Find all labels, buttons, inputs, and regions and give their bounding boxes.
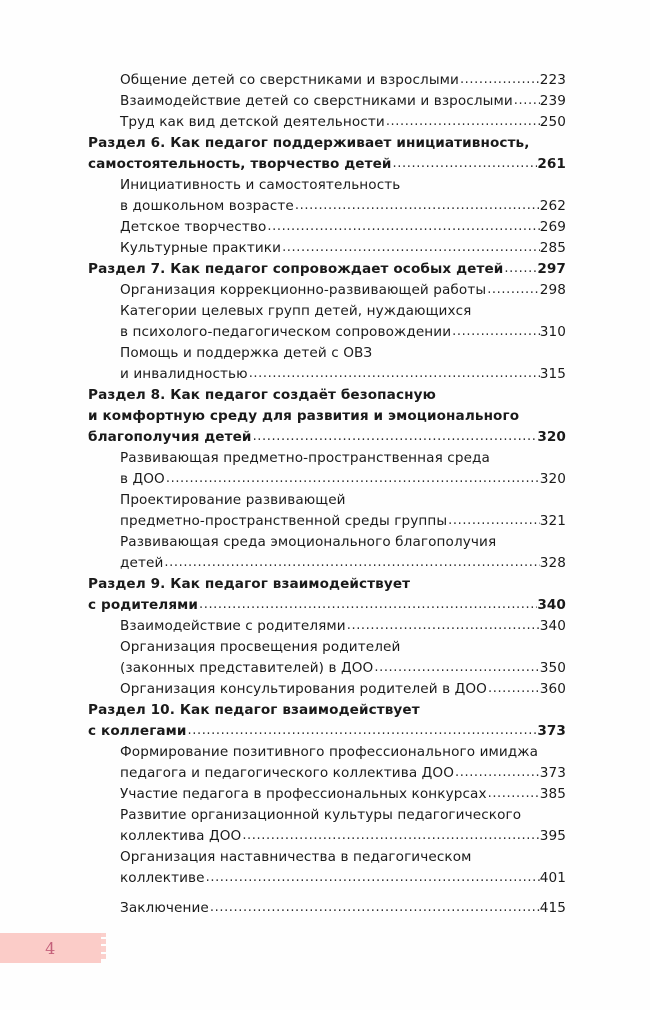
toc-entry-label: Категории целевых групп детей, нуждающихся [120,303,472,319]
toc-entry-page-number: 239 [539,93,566,109]
toc-entry[interactable] [120,91,566,112]
toc-entry[interactable] [120,805,566,826]
dot-leader [164,552,539,573]
toc-entry-label: Развивающая предметно-пространственная среда [120,450,490,466]
toc-entry-label: Раздел 8. Как педагог создаёт безопасную [88,387,436,403]
dot-leader [188,720,538,741]
toc-section-heading[interactable] [88,154,566,175]
toc-entry[interactable] [120,448,566,469]
toc-section-heading[interactable] [88,700,566,721]
toc-entry-label: Раздел 6. Как педагог поддерживает инициативность, [88,135,530,151]
dot-leader [249,363,540,384]
toc-entry[interactable] [120,784,566,805]
dot-leader [460,69,540,90]
toc-section-heading[interactable] [88,133,566,154]
dot-leader [295,195,540,216]
toc-entry-label: Раздел 7. Как педагог сопровождает особых детей [88,261,504,277]
dot-leader [166,468,540,489]
toc-entry-label: Помощь и поддержка детей с ОВЗ [120,345,373,361]
toc-entry[interactable] [120,763,566,784]
toc-entry[interactable] [120,175,566,196]
dot-leader [488,783,540,804]
dot-leader [455,762,540,783]
toc-entry[interactable] [120,343,566,364]
toc-entry-label: Детское творчество [120,219,267,235]
toc-section-heading[interactable] [88,574,566,595]
toc-entry-page-number: 320 [537,429,566,445]
toc-entry-label: (законных представителей) в ДОО [120,660,374,676]
toc-entry-label: коллектива ДОО [120,828,242,844]
toc-entry-label: в ДОО [120,471,165,487]
dot-leader [267,216,539,237]
toc-entry-label: Организация просвещения родителей [120,639,401,655]
toc-entry[interactable] [120,469,566,490]
dot-leader [487,279,540,300]
dot-leader [199,594,537,615]
toc-entry-label: детей [120,555,164,571]
toc-entry-label: Взаимодействие с родителями [120,618,346,634]
toc-entry[interactable] [120,847,566,868]
toc-entry[interactable] [120,70,566,91]
toc-entry-label: Культурные практики [120,240,282,256]
toc-entry[interactable] [120,679,566,700]
dot-leader [347,615,540,636]
toc-entry-label: Организация наставничества в педагогическом [120,849,472,865]
toc-entry-page-number: 340 [539,618,566,634]
toc-entry-page-number: 315 [539,366,566,382]
toc-section-heading[interactable] [88,595,566,616]
table-of-contents [88,70,566,919]
toc-entry-page-number: 360 [539,681,566,697]
dot-leader [504,258,537,279]
toc-entry-label: в психолого-педагогическом сопровождении [120,324,452,340]
toc-entry[interactable] [120,532,566,553]
toc-entry-page-number: 401 [539,870,566,886]
dot-leader [206,867,540,888]
toc-entry[interactable] [120,196,566,217]
toc-entry[interactable] [120,742,566,763]
toc-entry[interactable] [120,511,566,532]
toc-entry[interactable] [120,898,566,919]
toc-entry-page-number: 269 [539,219,566,235]
toc-entry-label: Раздел 9. Как педагог взаимодействует [88,576,411,592]
toc-entry-page-number: 415 [539,900,566,916]
toc-entry-label: педагога и педагогического коллектива ДОО [120,765,454,781]
toc-entry[interactable] [120,616,566,637]
toc-entry[interactable] [120,280,566,301]
toc-entry[interactable] [120,322,566,343]
page-number: 4 [45,938,56,958]
toc-entry-label: Труд как вид детской деятельности [120,114,385,130]
dot-leader [386,111,540,132]
toc-entry-label: и инвалидностью [120,366,248,382]
dot-leader [242,825,539,846]
toc-entry-page-number: 350 [539,660,566,676]
toc-entry-label: самостоятельность, творчество детей [88,156,392,172]
toc-entry-label: Организация консультирования родителей в ДОО [120,681,487,697]
dot-leader [282,237,540,258]
toc-entry[interactable] [120,364,566,385]
toc-entry-label: предметно-пространственной среды группы [120,513,448,529]
toc-entry-page-number: 285 [539,240,566,256]
dot-leader [514,90,540,111]
toc-entry[interactable] [120,658,566,679]
dot-leader [393,153,538,174]
toc-entry-label: с коллегами [88,723,187,739]
toc-entry-label: коллективе [120,870,205,886]
toc-entry-page-number: 298 [539,282,566,298]
toc-entry[interactable] [120,553,566,574]
dot-leader [448,510,540,531]
toc-entry-page-number: 297 [537,261,566,277]
toc-entry[interactable] [120,112,566,133]
toc-section-heading[interactable] [88,259,566,280]
toc-entry[interactable] [120,238,566,259]
toc-entry[interactable] [120,826,566,847]
toc-entry-page-number: 328 [539,555,566,571]
dot-leader [452,321,540,342]
toc-entry-label: Развитие организационной культуры педагогического [120,807,522,823]
toc-entry-page-number: 262 [539,198,566,214]
toc-entry-label: Общение детей со сверстниками и взрослыми [120,72,459,88]
toc-entry-page-number: 373 [537,723,566,739]
toc-entry-label: в дошкольном возрасте [120,198,294,214]
toc-section-heading[interactable] [88,427,566,448]
toc-entry-label: Организация коррекционно-развивающей работы [120,282,487,298]
toc-entry-label: Взаимодействие детей со сверстниками и взрослыми [120,93,513,109]
toc-entry-label: Заключение [120,900,209,916]
toc-entry-label: с родителями [88,597,198,613]
toc-entry-page-number: 385 [539,786,566,802]
toc-entry-label: благополучия детей [88,429,252,445]
toc-entry-label: и комфортную среду для развития и эмоционального [88,408,520,424]
toc-entry-page-number: 250 [539,114,566,130]
toc-entry-page-number: 310 [539,324,566,340]
toc-entry[interactable] [120,637,566,658]
toc-entry-label: Развивающая среда эмоционального благополучия [120,534,497,550]
toc-entry-page-number: 261 [537,156,566,172]
dot-leader [374,657,539,678]
toc-entry-page-number: 320 [539,471,566,487]
toc-entry-label: Раздел 10. Как педагог взаимодействует [88,702,420,718]
toc-section-heading[interactable] [88,406,566,427]
toc-entry-page-number: 373 [539,765,566,781]
toc-entry-page-number: 340 [537,597,566,613]
toc-entry[interactable] [120,868,566,889]
toc-entry-label: Участие педагога в профессиональных конкурсах [120,786,487,802]
toc-entry[interactable] [120,301,566,322]
dot-leader [253,426,538,447]
toc-entry-page-number: 321 [539,513,566,529]
toc-entry-page-number: 223 [539,72,566,88]
toc-entry[interactable] [120,490,566,511]
toc-entry-label: Инициативность и самостоятельность [120,177,401,193]
dot-leader [210,897,540,918]
toc-entry-page-number: 395 [539,828,566,844]
toc-section-heading[interactable] [88,721,566,742]
toc-entry-label: Формирование позитивного профессионального имиджа [120,744,539,760]
toc-section-heading[interactable] [88,385,566,406]
toc-entry[interactable] [120,217,566,238]
dot-leader [488,678,540,699]
toc-entry-label: Проектирование развивающей [120,492,346,508]
